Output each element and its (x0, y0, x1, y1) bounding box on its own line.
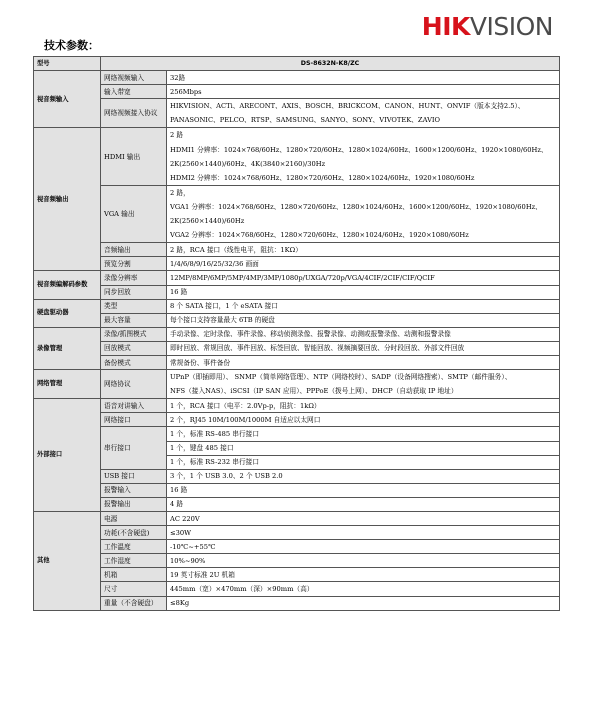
row-value: 1 个，标准 RS-232 串行接口 (167, 455, 560, 469)
row-value: 手动录像、定时录像、事件录像、移动侦测录像、报警录像、动测或报警录像、动测和报警录像 (167, 327, 560, 341)
row-label: 网络协议 (101, 370, 167, 399)
row-value: 1/4/6/8/9/16/25/32/36 画面 (167, 257, 560, 271)
row-value: 16 路 (167, 285, 560, 299)
value-line: VGA2 分辨率：1024×768/60Hz、1280×720/60Hz、1280×1024/60Hz、1920×1080/60Hz (170, 231, 469, 240)
table-row (34, 582, 560, 596)
value-line: HIKVISION、ACTi、ARECONT、AXIS、BOSCH、BRICKCOM、CANON、HUNT、ONVIF（版本支持2.5）、 (170, 102, 525, 111)
row-label: 网络视频接入协议 (101, 99, 167, 128)
table-row (34, 257, 560, 271)
value-line: HDMI1 分辨率：1024×768/60Hz、1280×720/60Hz、1280×1024/60Hz、1600×1200/60Hz、1920×1080/60Hz、 (170, 145, 548, 154)
table-row (34, 568, 560, 582)
category-external: 外部接口 (34, 399, 101, 512)
value-line: HDMI2 分辨率：1024×768/60Hz、1280×720/60Hz、1280×1024/60Hz、1920×1080/60Hz (170, 173, 475, 182)
category-other: 其他 (34, 512, 101, 611)
table-row (34, 271, 560, 285)
row-label: 预览分割 (101, 257, 167, 271)
row-value: 4 路 (167, 497, 560, 511)
table-row (34, 399, 560, 413)
logo-part-vision: VISION (469, 12, 553, 41)
table-row (34, 540, 560, 554)
table-row (34, 243, 560, 257)
value-line: UPnP（即插即用）、 SNMP（简单网络管理）、NTP（网络校时）、SADP（设备网络搜索）、SMTP（邮件服务）、 (170, 373, 512, 382)
row-label: 备份模式 (101, 355, 167, 369)
row-value: 每个接口支持容量最大 6TB 的硬盘 (167, 313, 560, 327)
table-row (34, 85, 560, 99)
header-label: 型号 (34, 57, 101, 71)
row-value: 1 个，标准 RS-485 串行接口 (167, 427, 560, 441)
row-value: 3 个，1 个 USB 3.0、2 个 USB 2.0 (167, 469, 560, 483)
section-title: 技术参数： (44, 39, 99, 52)
row-label: 语音对讲输入 (101, 399, 167, 413)
row-value: 常规备份、事件备份 (167, 355, 560, 369)
row-value: 2 个，RJ45 10M/100M/1000M 自适应以太网口 (167, 413, 560, 427)
table-row (34, 299, 560, 313)
row-value: 1 个，RCA 接口（电平：2.0Vp-p，阻抗：1kΩ） (167, 399, 560, 413)
row-value: 10%~90% (167, 554, 560, 568)
row-label: 报警输出 (101, 497, 167, 511)
value-line: 2K(2560×1440)/60Hz (170, 217, 245, 226)
row-label: 网络接口 (101, 413, 167, 427)
category-video-input: 视音频输入 (34, 71, 101, 128)
row-label: 输入带宽 (101, 85, 167, 99)
table-row (34, 526, 560, 540)
row-label: 最大容量 (101, 313, 167, 327)
category-codec: 视音频编解码参数 (34, 271, 101, 299)
row-label: 报警输入 (101, 483, 167, 497)
table-header-row (34, 57, 560, 71)
row-value: 16 路 (167, 483, 560, 497)
row-value: ≤30W (167, 526, 560, 540)
hikvision-logo (422, 14, 553, 39)
row-value (167, 185, 560, 242)
row-value (167, 370, 560, 399)
row-label: USB 接口 (101, 469, 167, 483)
table-row (34, 185, 560, 242)
table-row (34, 355, 560, 369)
value-line: 2K(2560×1440)/60Hz、4K(3840×2160)/30Hz (170, 159, 326, 168)
row-label: VGA 输出 (101, 185, 167, 242)
row-label: 重量（不含硬盘） (101, 596, 167, 610)
value-line: PANASONIC、PELCO、RTSP、SAMSUNG、SANYO、SONY、VIVOTEK、ZAVIO (170, 116, 441, 125)
row-value: 256Mbps (167, 85, 560, 99)
row-value: -10℃~+55℃ (167, 540, 560, 554)
row-label: 工作温度 (101, 540, 167, 554)
category-video-output: 视音频输出 (34, 128, 101, 271)
table-row (34, 512, 560, 526)
row-label: 类型 (101, 299, 167, 313)
row-label: 同步回放 (101, 285, 167, 299)
row-value: 445mm（宽）×470mm（深）×90mm（高） (167, 582, 560, 596)
row-label: 功耗(不含硬盘) (101, 526, 167, 540)
logo-part-hik: HIK (421, 12, 470, 41)
row-label: 录像分辨率 (101, 271, 167, 285)
row-label: 电源 (101, 512, 167, 526)
table-row (34, 483, 560, 497)
row-value: 2 路，RCA 接口（线性电平，阻抗：1KΩ） (167, 243, 560, 257)
header-model: DS-8632N-K8/ZC (101, 57, 560, 71)
value-line: 2 路 (170, 131, 184, 140)
row-value: 32路 (167, 71, 560, 85)
table-row (34, 554, 560, 568)
spec-table (33, 56, 560, 611)
row-label: 网络视频输入 (101, 71, 167, 85)
row-label: 尺寸 (101, 582, 167, 596)
table-row (34, 99, 560, 128)
table-row (34, 370, 560, 399)
row-label: 工作湿度 (101, 554, 167, 568)
table-row (34, 413, 560, 427)
table-row (34, 285, 560, 299)
table-row (34, 596, 560, 610)
value-line: 2 路， (170, 188, 190, 197)
row-label: 串行接口 (101, 427, 167, 469)
row-value: 19 英寸标准 2U 机箱 (167, 568, 560, 582)
row-label: HDMI 输出 (101, 128, 167, 185)
table-row (34, 71, 560, 85)
value-line: NFS（接入NAS）、iSCSI（IP SAN 应用）、PPPoE（拨号上网）、DHCP（自动获取 IP 地址） (170, 387, 458, 396)
row-value: 12MP/8MP/6MP/5MP/4MP/3MP/1080p/UXGA/720p/VGA/4CIF/2CIF/CIF/QCIF (167, 271, 560, 285)
row-value: 1 个，键盘 485 接口 (167, 441, 560, 455)
row-label: 音频输出 (101, 243, 167, 257)
row-value: 8 个 SATA 接口，1 个 eSATA 接口 (167, 299, 560, 313)
row-label: 机箱 (101, 568, 167, 582)
row-value (167, 128, 560, 185)
table-row (34, 128, 560, 185)
row-value: ≤8Kg (167, 596, 560, 610)
category-record: 录像管理 (34, 327, 101, 369)
row-value: 即时回放、常规回放、事件回放、标签回放、智能回放、视频摘要回放、分时段回放、外部文件回放 (167, 341, 560, 355)
value-line: VGA1 分辨率：1024×768/60Hz、1280×720/60Hz、1280×1024/60Hz、1600×1200/60Hz、1920×1080/60Hz、 (170, 202, 542, 211)
table-row (34, 427, 560, 441)
table-row (34, 469, 560, 483)
table-row (34, 327, 560, 341)
row-value: AC 220V (167, 512, 560, 526)
table-row (34, 341, 560, 355)
category-network: 网络管理 (34, 370, 101, 399)
table-row (34, 497, 560, 511)
row-label: 回放模式 (101, 341, 167, 355)
table-row (34, 313, 560, 327)
row-label: 录像/抓图模式 (101, 327, 167, 341)
row-value (167, 99, 560, 128)
category-hdd: 硬盘驱动器 (34, 299, 101, 327)
